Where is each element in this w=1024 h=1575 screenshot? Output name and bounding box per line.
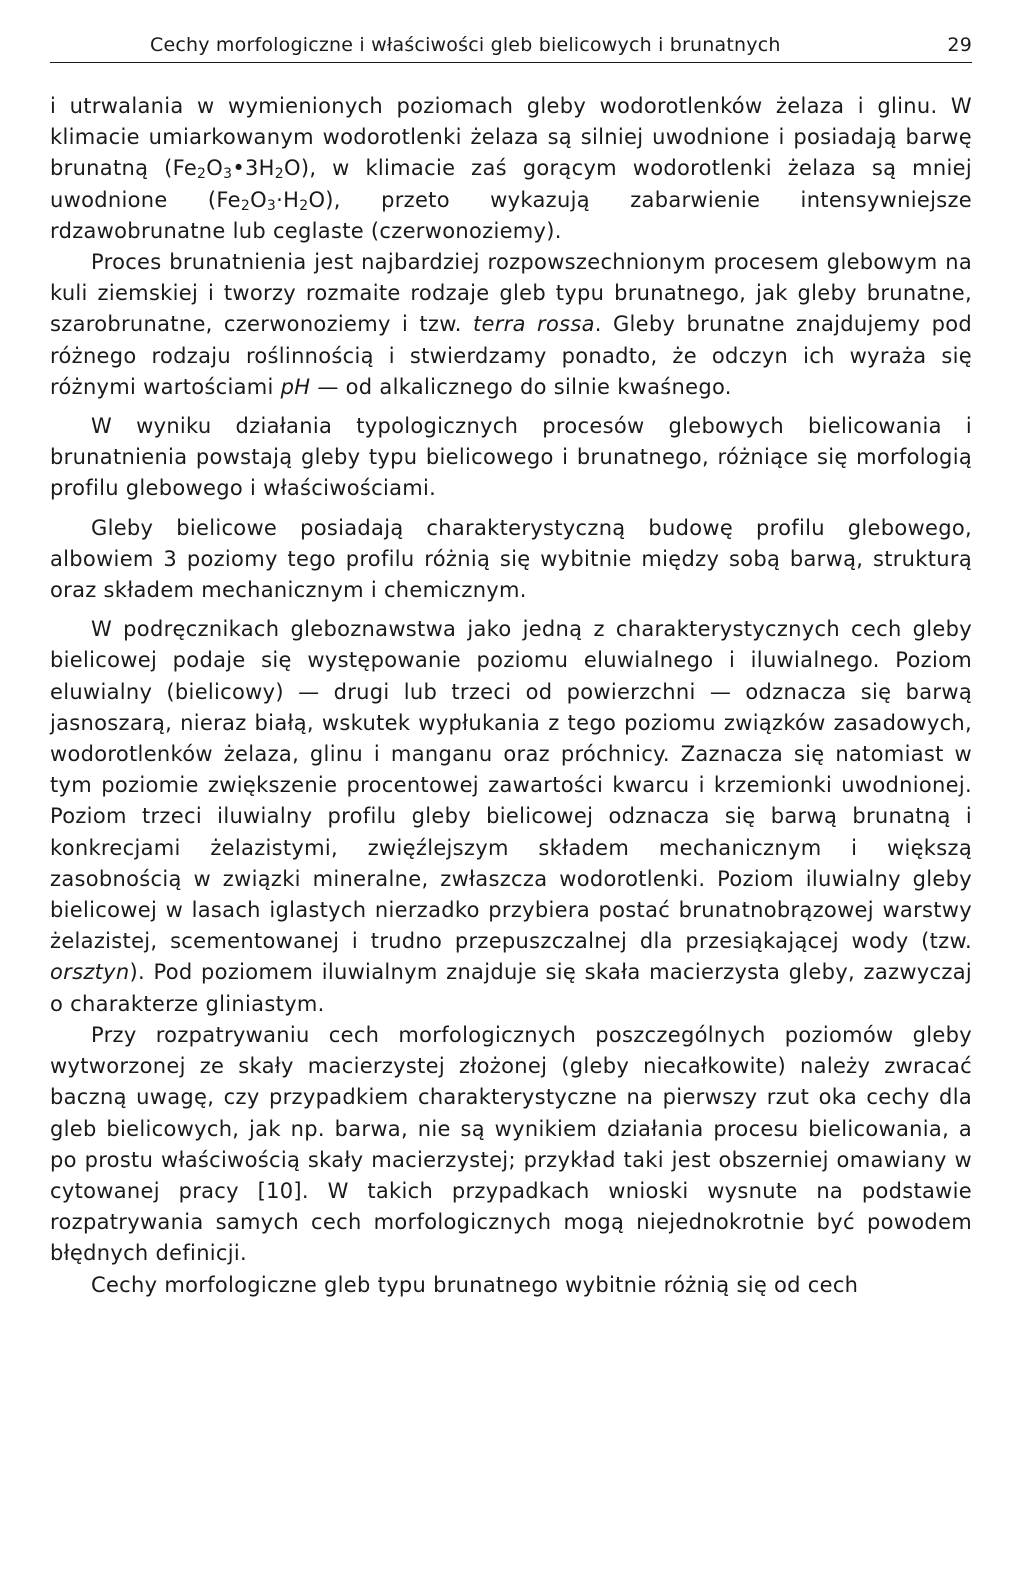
text-run: O), w klimacie zaś gorącym wodorotlenki żelaza są mniej uwodnione (Fe (50, 156, 972, 212)
subscript: 2 (274, 166, 284, 183)
text-run: ·H (276, 187, 300, 212)
text-run: ). Pod poziomem iluwialnym znajduje się skała macierzysta gleby, zazwyczaj o charakterze gliniastym. (50, 960, 972, 1016)
body-text (50, 91, 972, 1301)
text-run: W podręcznikach gleboznawstwa jako jedną z charakterystycznych cech gleby bielicowej podaje się występowanie poziomu eluwialnego i iluwialnego. Poziom eluwialny (bielicowy) — drugi lub trzeci od powierzchni — odznacza się barwą jasnoszarą, nieraz białą, wskutek wypłukania z tego poziomu związków zasadowych, wodorotlenków żelaza, glinu i manganu oraz próchnicy. Zaznacza się natomiast w tym poziomie zwiększenie procentowej zawartości kwarcu i krzemionki uwodnionej. Poziom trzeci iluwialny profilu gleby bielicowej odznacza się barwą brunatną i konkrecjami żelazistymi, zwięźlejszym składem mechanicznym i większą zasobnością w związki mineralne, zwłaszcza wodorotlenki. Poziom iluwialny gleby bielicowej w lasach iglastych nierzadko przybiera postać brunatnobrązowej warstwy żelazistej, scementowanej i trudno przepuszczalnej dla przesiąkającej wody (tzw. (50, 617, 972, 954)
subscript: 2 (240, 197, 251, 214)
text-run: •3H (232, 156, 275, 181)
subscript: 3 (223, 166, 233, 183)
paragraph-bielicowe: Gleby bielicowe posiadają charakterystyczną budowę profilu glebowego, albowiem 3 poziomy tego profilu różnią się wybitnie między sobą barwą, strukturą oraz składem mechanicznym i chemicznym. (50, 515, 972, 603)
italic-term: terra rossa (472, 312, 595, 337)
italic-term: orsztyn (50, 960, 130, 985)
subscript: 2 (299, 197, 309, 214)
text-run: Proces brunatnienia jest najbardziej rozpowszechnionym procesem glebowym na kuli ziemskiej i tworzy rozmaite rodzaje gleb typu brunatnego, jak gleby brunatne, szarobrunatne, czerwonoziemy i tzw. (50, 250, 972, 337)
paragraph-procesy: W wyniku działania typologicznych procesów glebowych bielicowania i brunatnienia powstają gleby typu bielicowego i brunatnego, różniące się morfologią profilu glebowego i właściwościami. (50, 414, 972, 501)
subscript: 3 (266, 197, 277, 214)
text-run: O (206, 156, 224, 181)
subscript: 2 (197, 166, 207, 183)
paragraph-brunatnienie (50, 247, 972, 403)
paragraph-skala-macierzysta: Przy rozpatrywaniu cech morfologicznych poszczególnych poziomów gleby wytworzonej ze skały macierzystej złożonej (gleby niecałkowite) należy zwracać baczną uwagę, czy przypadkiem charakterystyczne na pierwszy rzut oka cechy dla gleb bielicowych, jak np. barwa, nie są wynikiem działania procesu bielicowania, a po prostu właściwością skały macierzystej; przykład taki jest obszerniej omawiany w cytowanej pracy [10]. W takich przypadkach wnioski wysnute na podstawie rozpatrywania samych cech morfologicznych mogą niejednokrotnie być powodem błędnych definicji. (50, 1022, 972, 1266)
paragraph-brunatne: Cechy morfologiczne gleb typu brunatnego wybitnie różnią się od cech (91, 1272, 859, 1297)
page-number: 29 (947, 34, 972, 56)
italic-term: pH (280, 374, 311, 399)
text-run: i utrwalania w wymienionych poziomach gleby wodorotlenków żelaza i glinu. W klimacie umiarkowanym wodorotlenki żelaza są silniej uwodnione i posiadają barwę brunatną (Fe (50, 94, 972, 181)
text-run: . Gleby brunatne znajdujemy pod różnego rodzaju roślinnością i stwierdzamy ponadto, że odczyn ich wyraża się różnymi wartościami (50, 312, 972, 399)
paragraph-continued (50, 91, 972, 247)
text-run: — od alkalicznego do silnie kwaśnego. (310, 374, 732, 399)
text-run: O), przeto wykazują zabarwienie intensywniejsze rdzawobrunatne lub ceglaste (czerwonoziemy). (50, 187, 972, 243)
running-title: Cechy morfologiczne i właściwości gleb bielicowych i brunatnych (150, 34, 781, 56)
text-run: O (250, 187, 267, 212)
running-header (50, 28, 972, 63)
paragraph-poziomy (50, 614, 972, 1020)
